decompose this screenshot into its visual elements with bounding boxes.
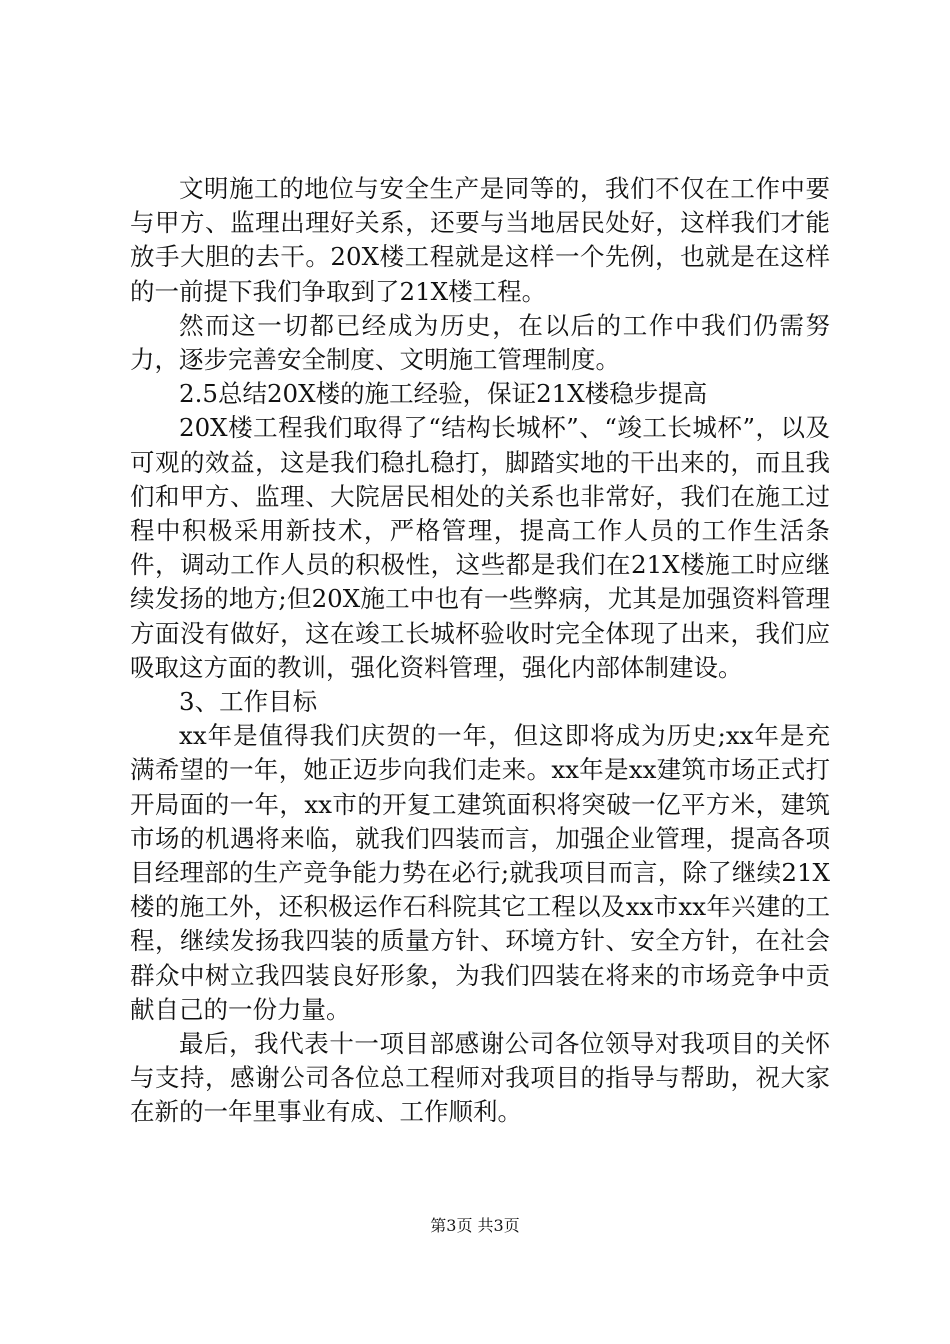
paragraph-goals: xx年是值得我们庆贺的一年，但这即将成为历史;xx年是充满希望的一年，她正迈步向我们走来。xx年是xx建筑市场正式打开局面的一年，xx市的开复工建筑面积将突破一亿平方米，建筑市场的机遇将来临，就我们四装而言，加强企业管理，提高各项目经理部的生产竞争能力势在必行;就我项目而言，除了继续21X楼的施工外，还积极运作石科院其它工程以及xx市xx年兴建的工程，继续发扬我四装的质量方针、环境方针、安全方针，在社会群众中树立我四装良好形象，为我们四装在将来的市场竞争中贡献自己的一份力量。 [130,721,830,1024]
paragraph-history: 然而这一切都已经成为历史，在以后的工作中我们仍需努力，逐步完善安全制度、文明施工管理制度。 [130,310,830,375]
paragraph-closing: 最后，我代表十一项目部感谢公司各位领导对我项目的关怀与支持，感谢公司各位总工程师对我项目的指导与帮助，祝大家在新的一年里事业有成、工作顺利。 [130,1029,830,1127]
page-number-footer: 第3页 共3页 [430,1216,520,1235]
document-body [130,172,830,1130]
paragraph-civilized-construction: 文明施工的地位与安全生产是同等的，我们不仅在工作中要与甲方、监理出理好关系，还要与当地居民处好，这样我们才能放手大胆的去干。20X楼工程就是这样一个先例，也就是在这样的一前提下我们争取到了21X楼工程。 [130,174,830,306]
section-heading-3: 3、工作目标 [179,687,318,717]
section-heading-2-5: 2.5总结20X楼的施工经验，保证21X楼稳步提高 [179,379,708,409]
paragraph-experience: 20X楼工程我们取得了“结构长城杯”、“竣工长城杯”，以及可观的效益，这是我们稳扎稳打，脚踏实地的干出来的，而且我们和甲方、监理、大院居民相处的关系也非常好，我们在施工过程中积极采用新技术，严格管理，提高工作人员的工作生活条件，调动工作人员的积极性，这些都是我们在21X楼施工时应继续发扬的地方;但20X施工中也有一些弊病，尤其是加强资料管理方面没有做好，这在竣工长城杯验收时完全体现了出来，我们应吸取这方面的教训，强化资料管理，强化内部体制建设。 [130,413,830,682]
